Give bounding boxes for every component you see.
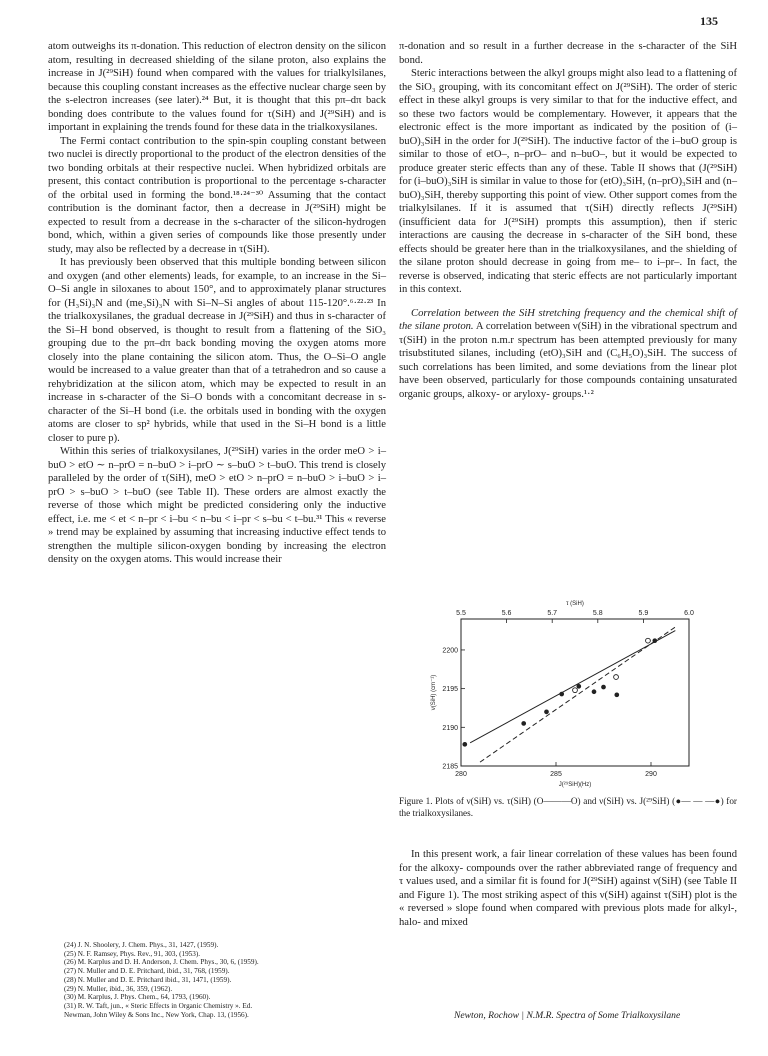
- paragraph: π-donation and so result in a further decrease in the s-character of the SiH bond.: [399, 41, 737, 66]
- paragraph: It has previously been observed that this multiple bonding between silicon and oxygen (and other elements) leads, for example, to an increase in the Si–O–Si angle in siloxanes to about 150°, and to approximately planar structures for (H₃Si)₃N and (me₃Si)₃N with Si–N–Si angles of about 115-120°.⁶·²²·²³ In the trialkoxysilanes, the gradual decrease in J(²⁹SiH) and thus in s-character of the Si–H bond observed, is thought to result from a flattening of the SiO₃ grouping due to the pπ–dπ back bonding moving the oxygen atoms more closely into the plane containing the silicon atom. Thus, the O–Si–O angle would be increased to a value greater than that of a tetrahedron and so cause a rehybridization at the silicon atom, which may be expected to result in an increase in s-character of the Si–O bonds with a concomitant decrease in s-character of the Si–H bond (i.e. the orbitals used in bonding with the oxygen atoms are closer to sp² hybrids, while that used in the Si–H bond is a little closer to pure p).: [48, 257, 386, 444]
- paragraph: The Fermi contact contribution to the spin-spin coupling constant between two nuclei is directly proportional to the product of the electron densities of the two bonding orbitals at their respective nuclei. When hybridized orbitals are present, this contact contribution is proportional to the percentage s-character of the orbital used in forming the bond.¹⁸·²⁴⁻³⁰ Assuming that the contact contribution is the dominant factor, then a decrease in J(²⁹SiH) might be expected to result from a decrease in the s-character of the silicon-hydrogen bond, which, within a given series of compounds like those presently under study, may also be reflected by a decrease in τ(SiH).: [48, 135, 386, 255]
- bottom-tick-label: 285: [550, 771, 562, 778]
- reference-item: (28) N. Muller and D. E. Pritchard ibid., 31, 1471, (1959).: [64, 975, 232, 984]
- y-tick-label: 2185: [442, 763, 458, 771]
- top-tick-label: 5.9: [638, 610, 649, 617]
- scatter-chart: [399, 588, 737, 800]
- running-footer: Newton, Rochow | N.M.R. Spectra of Some Trialkoxysilane: [454, 1010, 681, 1021]
- top-tick-label: 5.6: [501, 610, 512, 617]
- reference-item: (27) N. Muller and D. E. Pritchard, ibid., 31, 768, (1959).: [64, 967, 230, 976]
- open-circle-point: [614, 675, 619, 680]
- figure-caption: Figure 1. Plots of ν(SiH) vs. τ(SiH) (O———O) and ν(SiH) vs. J(²⁹SiH) (●— — —●) for the trialkoxysilanes.: [399, 796, 737, 818]
- y-tick-label: 2190: [442, 724, 458, 732]
- solid-fit-line: [470, 631, 675, 743]
- filled-circle-point: [463, 742, 467, 746]
- reference-item: (25) N. F. Ramsey, Phys. Rev., 91, 303, (1953).: [64, 949, 201, 958]
- filled-circle-point: [522, 722, 526, 726]
- top-tick-label: 6.0: [684, 610, 694, 617]
- reference-item: (29) N. Muller, ibid., 36, 359, (1962).: [64, 984, 173, 993]
- y-axis-label: ν(SiH) (cm⁻¹): [431, 674, 437, 711]
- bottom-axis-label: J(²⁹SiH)(Hz): [558, 782, 592, 788]
- section-paragraph: [399, 307, 737, 402]
- reference-item: Newman, John Wiley & Sons Inc., New York, Chap. 13, (1956).: [64, 1010, 249, 1019]
- paragraph: atom outweighs its π-donation. This reduction of electron density on the silicon atom, resulting in decreased shielding of the silane proton, also explains the increase in J(²⁹SiH) found when compared with the values for trialkylsilanes, because this coupling constant increases as the effective nuclear charge seen by the s-electron increases (see later).²⁴ But, it is thought that this pπ–dπ back bonding does contribute to the values found for τ(SiH) and J(²⁹SiH) and is important in explaining the trends found for these data in the trialkoxysilanes.: [48, 41, 386, 133]
- filled-circle-point: [577, 684, 581, 688]
- section-text: A correlation between ν(SiH) in the vibrational spectrum and τ(SiH) in the proton n.m.r spectrum has been attempted previously for many trisubstituted silanes, including (etO)₃SiH and (C₆H₅O)₃SiH. The success of such correlations has been limited, and some deviations from the linear plot have been observed, particularly for those compounds containing unsaturated organic groups, alkoxy- or aryloxy- groups.¹·²: [399, 321, 737, 400]
- page-number: 135: [700, 14, 718, 28]
- filled-circle-point: [545, 710, 549, 714]
- filled-circle-point: [592, 690, 596, 694]
- filled-circle-point: [615, 693, 619, 697]
- right-column: [399, 40, 737, 401]
- reference-item: (24) J. N. Shoolery, J. Chem. Phys., 31, 1427, (1959).: [64, 941, 219, 949]
- paragraph: In this present work, a fair linear correlation of these values has been found for the alkoxy- compounds over the rather abbreviated range of frequency and τ values used, and a similar fit is found for J(²⁹SiH) against ν(SiH) (see Table II and Figure 1). The most striking aspect of this ν(SiH) against τ(SiH) plot is the « reversed » slope found when compared with previous plots made for alkyl-, halo- and mixed: [399, 849, 737, 928]
- open-circle-point: [573, 688, 578, 693]
- right-column-continued: [399, 848, 737, 929]
- references: [64, 941, 374, 1019]
- reference-item: (26) M. Karplus and D. H. Anderson, J. Chem. Phys., 30, 6, (1959).: [64, 958, 259, 967]
- paragraph: Within this series of trialkoxysilanes, J(²⁹SiH) varies in the order meO > i–buO > etO ∼ n–prO = n–buO > i–prO ∼ s–buO > t–buO. This trend is closely paralleled by the order of τ(SiH), meO > etO > n–prO = n–buO > i–buO > i–prO > s–buO > t–buO (see Table II). These orders are almost exactly the reverse of those which might be predicted considering only the inductive effect, i.e. me < et < n–pr < i–bu < n–bu < i–pr < s–bu < t–bu.³¹ This « reverse » trend may be explained by assuming that increasing inductive effect tends to strengthen the multiple silicon-oxygen bonding by increasing the electron density on the oxygen atoms. This would increase their: [48, 446, 386, 565]
- reference-item: (30) M. Karplus, J. Phys. Chem., 64, 1793, (1960).: [64, 993, 211, 1002]
- top-tick-label: 5.8: [592, 610, 603, 617]
- top-axis-label: τ (SiH): [566, 601, 584, 607]
- top-tick-label: 5.7: [547, 610, 558, 617]
- section-title: Correlation between the SiH stretching frequency and the chemical shift of the silane proton.: [399, 307, 737, 332]
- figure-1: [399, 588, 737, 800]
- bottom-tick-label: 280: [455, 771, 467, 778]
- open-circle-point: [646, 638, 651, 643]
- filled-circle-point: [653, 639, 657, 643]
- left-column: [48, 40, 386, 567]
- dashed-fit-line: [480, 627, 676, 762]
- y-tick-label: 2200: [442, 647, 458, 655]
- y-tick-label: 2195: [442, 686, 458, 694]
- paragraph: Steric interactions between the alkyl groups might also lead to a flattening of the SiO₃ grouping, with its concomitant effect on J(²⁹SiH). The order of steric effect in these alkyl groups is very similar to that for the inductive effect, and so these two factors would be complementary. However, it appears that the electronic effect is the more important as indicated by the position of (i–buO)₃SiH in the order for J(²⁹SiH). The inductive factor of the i–buO group is similar to those of etO–, n–prO– and n–buO–, but it would be expected to produce greater steric effects than any of these. Table II shows that (J(²⁹SiH) for (i–buO)₃SiH is similar in value to those for (etO)₃SiH, (n–prO)₃SiH and (n–buO)₃SiH, thereby supporting this point of view. Other support comes from the trialkylsilanes. If it is assumed that τ(SiH) directly reflects J(²⁹SiH) (insufficient data for J(²⁹SiH) prompts this assumption), then if steric interactions are causing the decrease in s-character of the SiH bond, these effects should be greater here than in the trialkoxysilanes, and the shielding of the silane proton should decrease in going from me– to i–pr–. In fact, the reverse is observed, indicating that steric effects are not particularly important in this context.: [399, 68, 737, 295]
- filled-circle-point: [602, 685, 606, 689]
- top-tick-label: 5.5: [456, 610, 466, 617]
- bottom-tick-label: 290: [645, 771, 657, 778]
- reference-item: (31) R. W. Taft, jun., « Steric Effects in Organic Chemistry ». Ed.: [64, 1001, 253, 1010]
- filled-circle-point: [560, 692, 564, 696]
